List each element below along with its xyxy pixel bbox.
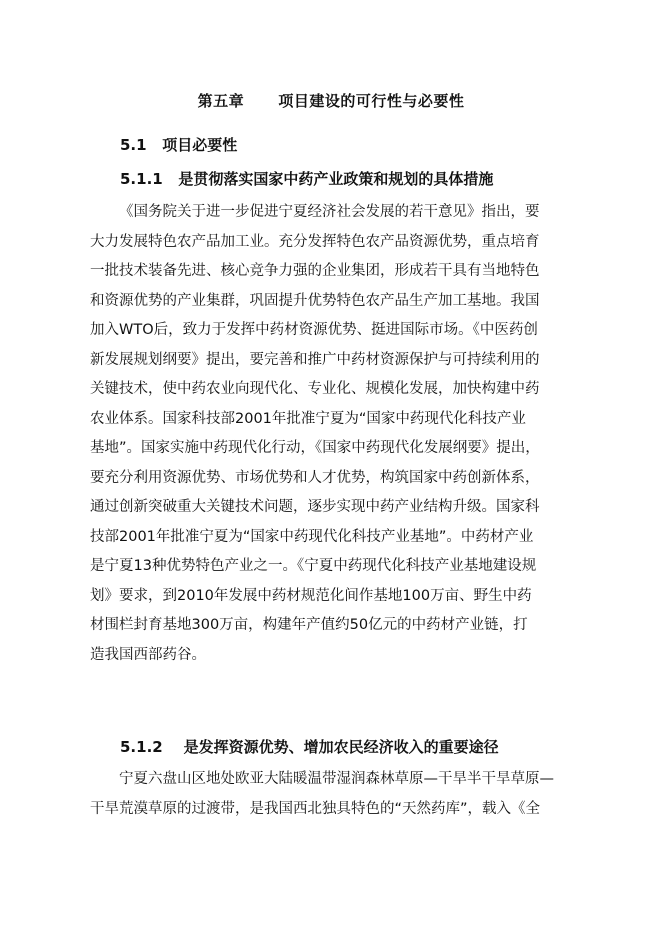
paragraph-line: 《国务院关于进一步促进宁夏经济社会发展的若干意见》指出，要 (119, 204, 540, 220)
paragraph-line: 新发展规划纲要》提出，要完善和推广中药材资源保护与可持续利用的 (90, 351, 540, 368)
paragraph-line: 关键技术，使中药农业向现代化、专业化、规模化发展，加快构建中药 (90, 381, 540, 397)
section-heading-5-1-2: 5.1.2 是发挥资源优势、增加农民经济收入的重要途径 (120, 738, 499, 756)
paragraph-resources (90, 765, 580, 824)
paragraph-line: 是宁夏13种优势特色产业之一。《宁夏中药现代化科技产业基地建设规 (90, 558, 537, 574)
paragraph-line: 划》要求，到2010年发展中药材规范化间作基地100万亩、野生中药 (90, 587, 532, 604)
paragraph-line: 材围栏封育基地300万亩，构建年产值约50亿元的中药材产业链，打 (90, 617, 528, 633)
paragraph-line: 造我国西部药谷。 (90, 646, 206, 663)
paragraph-line: 大力发展特色农产品加工业。充分发挥特色农产品资源优势，重点培育 (90, 233, 540, 250)
paragraph-line: 基地”。国家实施中药现代化行动，《国家中药现代化发展纲要》提出， (90, 440, 540, 456)
paragraph-line: 干旱荒漠草原的过渡带，是我国西北独具特色的“天然药库”，载入《全 (90, 800, 541, 817)
paragraph-line: 加入WTO后，致力于发挥中药材资源优势、挺进国际市场。《中医药创 (90, 322, 538, 338)
paragraph-line: 技部2001年批准宁夏为“国家中药现代化科技产业基地”。中药材产业 (90, 528, 534, 545)
section-heading-5-1-1: 5.1.1 是贯彻落实国家中药产业政策和规划的具体措施 (120, 170, 494, 188)
paragraph-line: 一批技术装备先进、核心竞争力强的企业集团，形成若干具有当地特色 (90, 263, 540, 279)
paragraph-policy (90, 198, 580, 670)
paragraph-line: 宁夏六盘山区地处欧亚大陆暖温带湿润森林草原—干旱半干旱草原— (119, 771, 554, 787)
paragraph-line: 通过创新突破重大关键技术问题，逐步实现中药产业结构升级。国家科 (90, 499, 540, 515)
paragraph-line: 要充分利用资源优势、市场优势和人才优势，构筑国家中药创新体系， (90, 469, 540, 486)
paragraph-line: 农业体系。国家科技部2001年批准宁夏为“国家中药现代化科技产业 (90, 410, 526, 427)
paragraph-line: 和资源优势的产业集群，巩固提升优势特色农产品生产加工基地。我国 (90, 292, 540, 309)
section-heading-5-1: 5.1 项目必要性 (120, 136, 238, 154)
chapter-title: 第五章 项目建设的可行性与必要性 (197, 92, 465, 110)
